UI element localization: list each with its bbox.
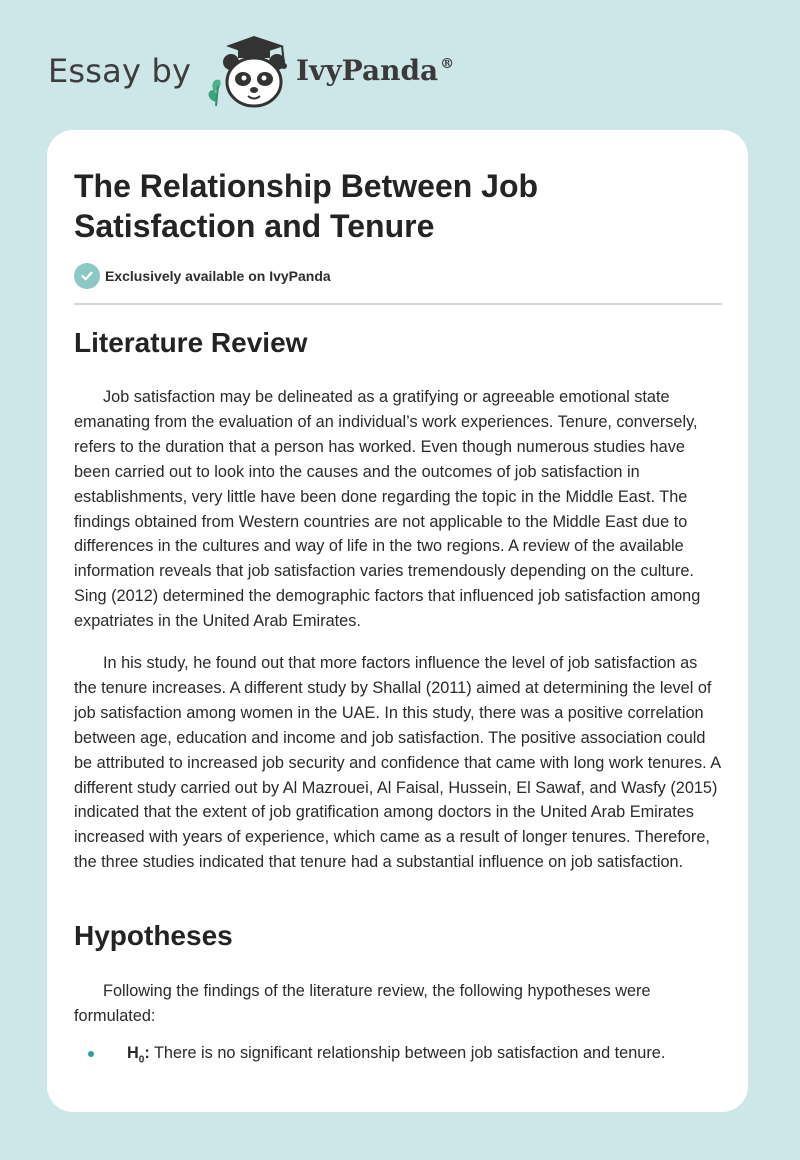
paragraph: Following the findings of the literature review, the following hypotheses were formulated:: [74, 982, 651, 1025]
essay-by-label: Essay by: [48, 52, 192, 90]
check-icon: [74, 263, 100, 289]
hypothesis-label: $H_0$:: [127, 1044, 150, 1066]
divider: [74, 303, 722, 305]
bullet-dot-icon: [88, 1051, 94, 1057]
paragraph: Job satisfaction may be delineated as a gratifying or agreeable emotional state emanating from the evaluation of an individual’s work experiences. Tenure, conversely, refers to the duration that a person has worked. Even though numerous studies have been carried out to look into the causes and the outcomes of job satisfaction in establishments, very little have been done regarding the topic in the Middle East. The findings obtained from Western countries are not applicable to the Middle East due to differences in the cultures and way of life in the two regions. A review of the available information reveals that job satisfaction varies tremendously depending on the culture. Sing (2012) determined the demographic factors that influenced job satisfaction among expatriates in the United Arab Emirates.: [74, 388, 701, 631]
section-heading-literature-review: Literature Review: [74, 327, 308, 358]
essay-card: [47, 130, 748, 1112]
hypothesis-text: $H_0$: There is no significant relationship between job satisfaction and tenure.: [127, 1044, 666, 1066]
panda-logo-icon[interactable]: [204, 34, 290, 110]
exclusive-label: Exclusively available on IvyPanda: [105, 268, 331, 284]
registered-mark: ®: [440, 56, 455, 72]
section-heading-hypotheses: Hypotheses: [74, 920, 233, 951]
page-title: The Relationship Between Job Satisfaction and Tenure: [74, 168, 539, 244]
paragraph: In his study, he found out that more factors influence the level of job satisfaction as the tenure increases. A different study by Shallal (2011) aimed at determining the level of job satisfaction among women in the UAE. In this study, there was a positive correlation between age, education and income and job satisfaction. The positive association could be attributed to increased job security and confidence that came with long work tenures. A different study carried out by Al Mazrouei, Al Faisal, Hussein, El Sawaf, and Wasfy (2015) indicated that the extent of job gratification among doctors in the United Arab Emirates increased with years of experience, which came as a result of longer tenures. Therefore, the three studies indicated that tenure had a substantial influence on job satisfaction.: [74, 654, 721, 872]
brand-name[interactable]: IvyPanda ®: [296, 54, 455, 87]
site-header: [48, 34, 528, 114]
exclusive-badge: [74, 263, 331, 289]
